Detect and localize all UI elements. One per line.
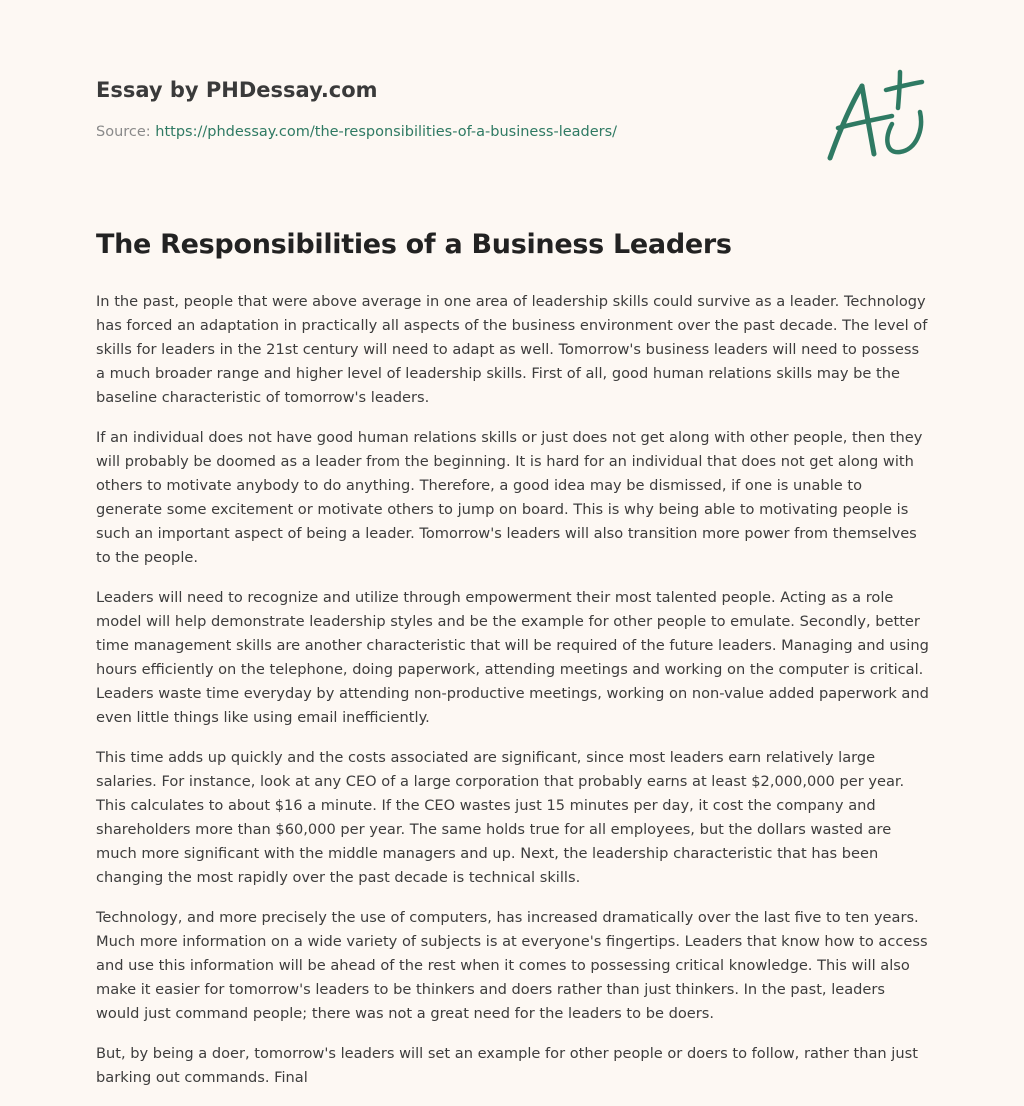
essay-paragraph: If an individual does not have good human relations skills or just does not get along with other people, then they will probably be doomed as a leader from the beginning. It is hard for an individual that does not get along with others to motivate anybody to do anything. Therefore, a good idea may be dismissed, if one is unable to generate some excitement or motivate others to jump on board. This is why being able to motivating people is such an important aspect of being a leader. Tomorrow's leaders will also transition more power from themselves to the people.	[96, 429, 923, 566]
site-title: Essay by PHDessay.com	[96, 78, 378, 102]
source-link[interactable]: https://phdessay.com/the-responsibilities-of-a-business-leaders/	[155, 124, 618, 140]
essay-paragraph: But, by being a doer, tomorrow's leaders will set an example for other people or doers to follow, rather than just barking out commands. Final	[96, 1045, 918, 1086]
essay-paragraph: In the past, people that were above average in one area of leadership skills could survive as a leader. Technology has forced an adaptation in practically all aspects of the business environment over the past decade. The level of skills for leaders in the 21st century will need to adapt as well. Tomorrow's business leaders will need to possess a much broader range and higher level of leadership skills. First of all, good human relations skills may be the baseline characteristic of tomorrow's leaders.	[96, 293, 928, 406]
essay-paragraph: Leaders will need to recognize and utilize through empowerment their most talented people. Acting as a role model will help demonstrate leadership styles and be the example for other people to emulate. Secondly, better time management skills are another characteristic that will be required of the future leaders. Managing and using hours efficiently on the telephone, doing paperwork, attending meetings and working on the computer is critical. Leaders waste time everyday by attending non-productive meetings, working on non-value added paperwork and even little things like using email inefficiently.	[96, 589, 929, 726]
a-plus-logo	[822, 68, 928, 164]
essay-paragraph: Technology, and more precisely the use of computers, has increased dramatically over the last five to ten years. Much more information on a wide variety of subjects is at everyone's fingertips. Leaders that know how to access and use this information will be ahead of the rest when it comes to possessing critical knowledge. This will also make it easier for tomorrow's leaders to be thinkers and doers rather than just thinkers. In the past, leaders would just command people; there was not a great need for the leaders to be doers.	[96, 909, 928, 1022]
source-label: Source:	[96, 124, 156, 140]
source-line	[96, 122, 796, 142]
essay-title: The Responsibilities of a Business Leaders	[96, 229, 732, 260]
essay-paragraph: This time adds up quickly and the costs associated are significant, since most leaders earn relatively large salaries. For instance, look at any CEO of a large corporation that probably earns at least $2,000,000 per year. This calculates to about $16 a minute. If the CEO wastes just 15 minutes per day, it cost the company and shareholders more than $60,000 per year. The same holds true for all employees, but the dollars wasted are much more significant with the middle managers and up. Next, the leadership characteristic that has been changing the most rapidly over the past decade is technical skills.	[96, 749, 905, 886]
essay-content	[96, 226, 932, 1106]
page-header	[96, 76, 796, 142]
